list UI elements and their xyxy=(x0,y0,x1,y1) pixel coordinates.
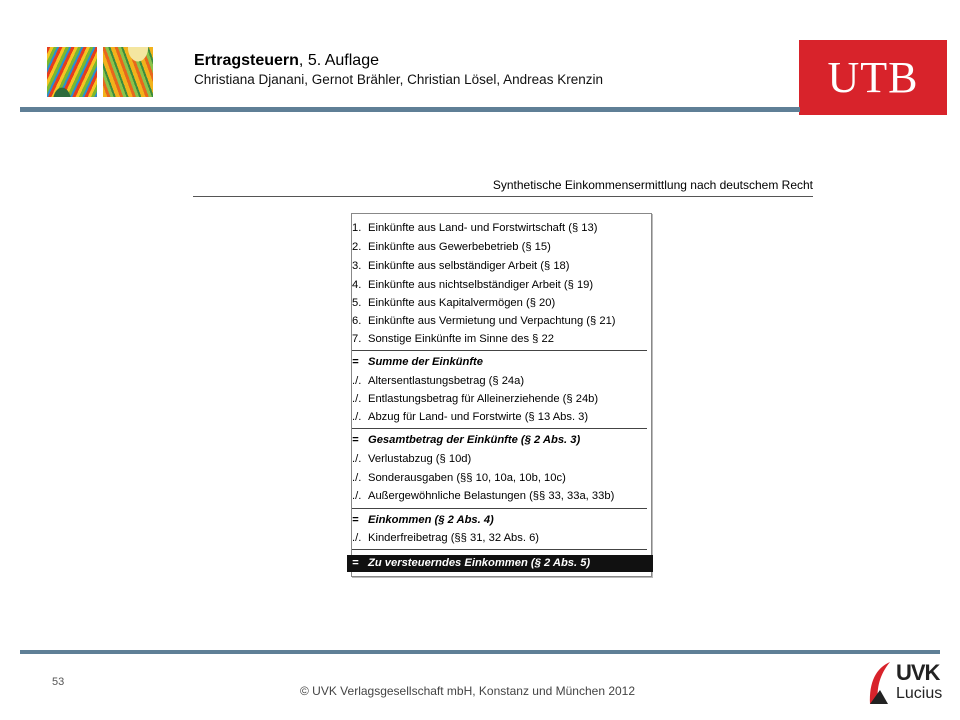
row-operator: ./. xyxy=(352,490,362,502)
row-text: Zu versteuerndes Einkommen (§ 2 Abs. 5) xyxy=(368,557,591,569)
uvk-lucius-logo xyxy=(866,658,946,708)
row-operator: ./. xyxy=(352,393,362,405)
row-operator: = xyxy=(352,557,359,569)
book-authors: Christiana Djanani, Gernot Brähler, Christian Lösel, Andreas Krenzin xyxy=(194,72,603,87)
row-operator: = xyxy=(352,514,359,526)
page-number: 53 xyxy=(52,676,65,688)
deduction-row xyxy=(352,392,598,406)
header-rule xyxy=(20,107,800,112)
row-operator: ./. xyxy=(352,532,362,544)
income-row xyxy=(352,240,551,254)
utb-logo xyxy=(799,40,947,115)
deduction-row xyxy=(352,374,524,388)
row-operator: ./. xyxy=(352,375,362,387)
row-text: Einkünfte aus Gewerbebetrieb (§ 15) xyxy=(368,241,551,253)
sum-row xyxy=(352,355,483,369)
row-operator: 7. xyxy=(352,333,362,345)
utb-logo-text: UTB xyxy=(827,53,919,102)
income-row xyxy=(352,296,555,310)
section-divider xyxy=(352,428,647,429)
footer-rule xyxy=(20,650,940,654)
row-text: Einkünfte aus Land- und Forstwirtschaft (§ 13) xyxy=(368,222,598,234)
section-divider xyxy=(352,508,647,509)
row-text: Altersentlastungsbetrag (§ 24a) xyxy=(368,375,525,387)
cover-art-right xyxy=(103,47,153,97)
deduction-row xyxy=(352,531,539,545)
row-operator: 3. xyxy=(352,260,362,272)
income-row xyxy=(352,278,593,292)
row-operator: = xyxy=(352,434,359,446)
row-text: Einkünfte aus Kapitalvermögen (§ 20) xyxy=(368,297,556,309)
row-operator: ./. xyxy=(352,411,362,423)
deduction-row xyxy=(352,471,566,485)
uvk-sail-icon xyxy=(866,660,892,706)
row-operator: 6. xyxy=(352,315,362,327)
section-divider xyxy=(352,350,647,351)
row-operator: ./. xyxy=(352,453,362,465)
row-operator: 4. xyxy=(352,279,362,291)
row-text: Kinderfreibetrag (§§ 31, 32 Abs. 6) xyxy=(368,532,540,544)
row-operator: 2. xyxy=(352,241,362,253)
book-title-bold: Ertragsteuern xyxy=(194,52,299,69)
lucius-logo-text: Lucius xyxy=(896,685,943,702)
row-operator: ./. xyxy=(352,472,362,484)
taxable-income-row xyxy=(347,555,653,572)
row-text: Verlustabzug (§ 10d) xyxy=(368,453,472,465)
row-text: Sonderausgaben (§§ 10, 10a, 10b, 10c) xyxy=(368,472,566,484)
income-row xyxy=(352,314,616,328)
row-text: Einkünfte aus Vermietung und Verpachtung (§ 21) xyxy=(368,315,616,327)
row-operator: 1. xyxy=(352,222,362,234)
section-divider xyxy=(352,549,647,550)
sum-row xyxy=(352,513,494,527)
book-cover-logo xyxy=(47,47,153,97)
book-title xyxy=(194,52,603,70)
row-text: Außergewöhnliche Belastungen (§§ 33, 33a, 33b) xyxy=(368,490,615,502)
income-row xyxy=(352,221,597,235)
diagram-title: Synthetische Einkommensermittlung nach deutschem Recht xyxy=(492,178,813,192)
row-text: Sonstige Einkünfte im Sinne des § 22 xyxy=(368,333,554,345)
row-text: Entlastungsbetrag für Alleinerziehende (§ 24b) xyxy=(368,393,599,405)
sum-row xyxy=(352,433,580,447)
row-text: Gesamtbetrag der Einkünfte (§ 2 Abs. 3) xyxy=(368,434,581,446)
row-text: Einkommen (§ 2 Abs. 4) xyxy=(368,514,494,526)
income-row xyxy=(352,332,554,346)
deduction-row xyxy=(352,489,614,503)
book-title-edition: , 5. Auflage xyxy=(298,52,379,69)
diagram-title-rule xyxy=(193,196,813,197)
row-text: Einkünfte aus selbständiger Arbeit (§ 18) xyxy=(368,260,570,272)
cover-art-left xyxy=(47,47,97,97)
header-title-block xyxy=(194,52,603,88)
row-text: Abzug für Land- und Forstwirte (§ 13 Abs. 3) xyxy=(368,411,589,423)
uvk-logo-text: UVK xyxy=(896,660,940,685)
row-operator: 5. xyxy=(352,297,362,309)
row-operator: = xyxy=(352,356,359,368)
deduction-row xyxy=(352,410,588,424)
deduction-row xyxy=(352,452,471,466)
row-text: Summe der Einkünfte xyxy=(368,356,484,368)
income-row xyxy=(352,259,570,273)
copyright-text: © UVK Verlagsgesellschaft mbH, Konstanz und München 2012 xyxy=(300,684,636,698)
row-text: Einkünfte aus nichtselbständiger Arbeit (§ 19) xyxy=(368,279,594,291)
